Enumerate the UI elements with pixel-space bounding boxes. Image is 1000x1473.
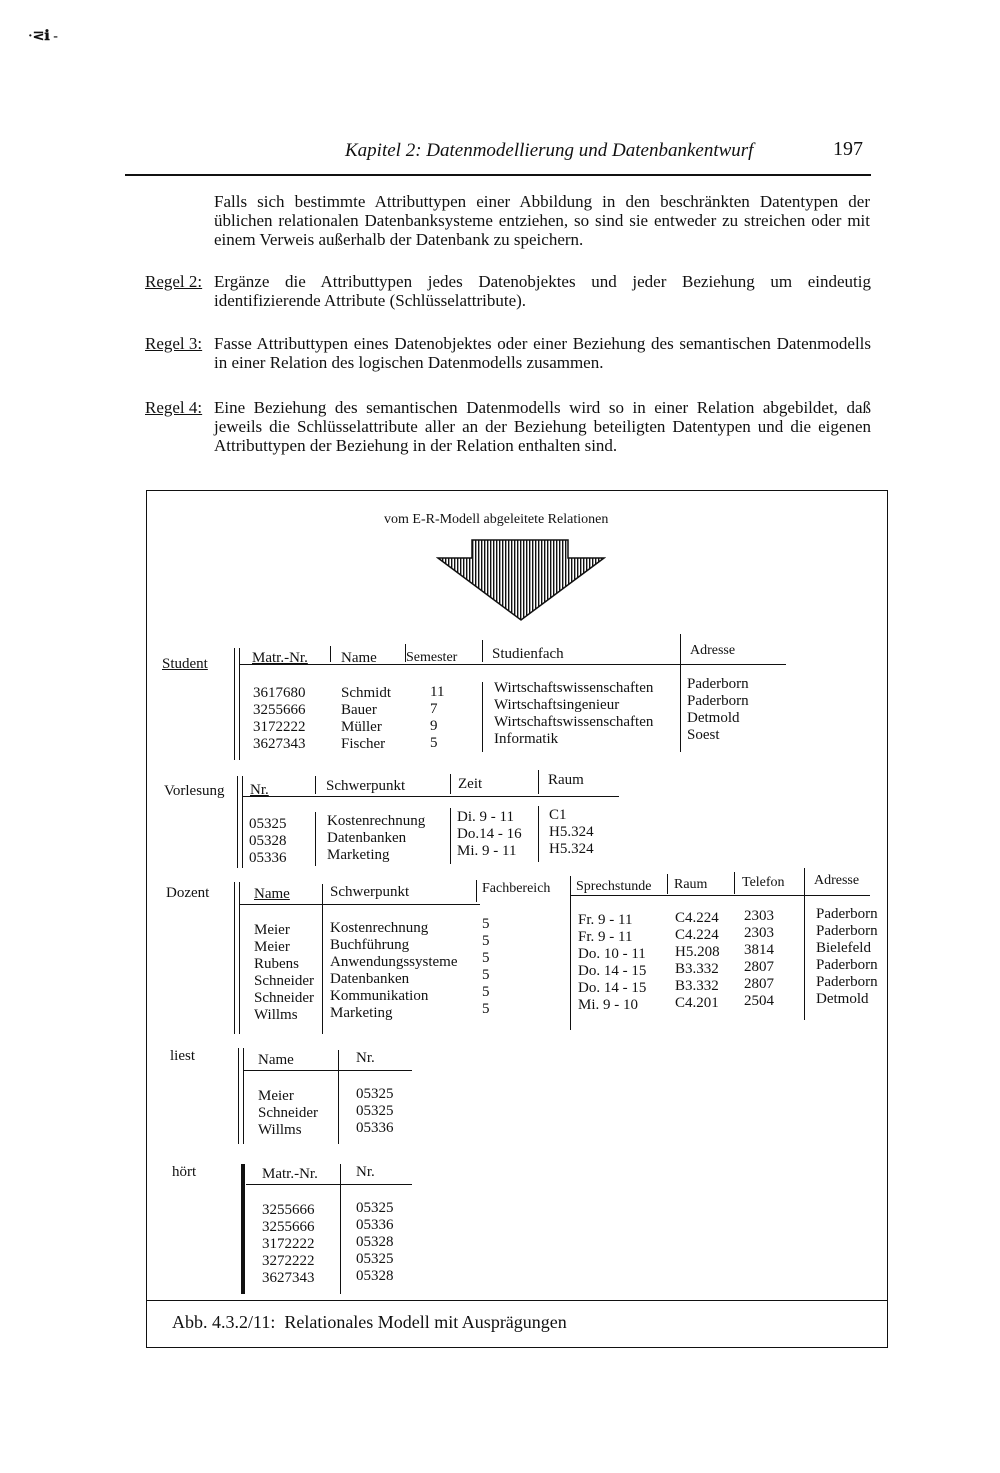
table-cell: H5.208 [675, 944, 720, 960]
table-cell: 05325 [249, 816, 287, 832]
vorlesung-key-separator [237, 776, 243, 868]
student-col-divider [482, 682, 483, 752]
table-cell: Anwendungssysteme [330, 954, 458, 970]
liest-nr-column [356, 1086, 394, 1137]
vorlesung-col-nr: Nr. [250, 782, 269, 798]
table-cell: Datenbanken [330, 971, 410, 987]
dozent-schwerpunkt-column [330, 920, 458, 1022]
table-cell: 05336 [249, 850, 287, 866]
table-cell: 05325 [356, 1200, 394, 1216]
table-cell: Kostenrechnung [327, 813, 426, 829]
table-cell: Paderborn [687, 676, 749, 692]
table-cell: Wirtschaftswissenschaften [494, 714, 654, 730]
dozent-relation-name: Dozent [166, 885, 210, 901]
table-cell: Bauer [341, 702, 377, 718]
rule-4-label: Regel 4: [145, 398, 203, 417]
dozent-col-divider [476, 880, 477, 902]
table-cell: 3272222 [262, 1253, 315, 1269]
dozent-adresse-column [816, 906, 878, 1008]
student-col-divider [680, 634, 681, 752]
table-cell: C1 [549, 807, 567, 823]
table-cell: H5.324 [549, 841, 594, 857]
table-cell: 3627343 [253, 736, 306, 752]
vorlesung-schwerpunkt-column [327, 813, 425, 864]
vorlesung-relation-name: Vorlesung [164, 783, 225, 799]
table-cell: Fr. 9 - 11 [578, 929, 633, 945]
dozent-col-adresse: Adresse [814, 873, 860, 888]
table-cell: 5 [482, 967, 490, 983]
vorlesung-col-schwerpunkt: Schwerpunkt [326, 778, 406, 794]
table-cell: Informatik [494, 731, 559, 747]
table-cell: Do. 14 - 15 [578, 980, 647, 996]
table-cell: Meier [258, 1088, 294, 1104]
table-cell: Willms [254, 1007, 298, 1023]
liest-col-name: Name [258, 1052, 294, 1068]
table-cell: 05328 [356, 1234, 394, 1250]
student-col-semester: Semester [406, 650, 458, 665]
table-cell: 05336 [356, 1217, 394, 1233]
corner-mark: ·⋜ℹ - [28, 29, 58, 44]
table-cell: 5 [482, 950, 490, 966]
table-cell: Do.14 - 16 [457, 826, 522, 842]
table-cell: 05328 [249, 833, 287, 849]
table-cell: Mi. 9 - 10 [578, 997, 638, 1013]
table-cell: 5 [430, 735, 438, 751]
table-cell: 05325 [356, 1251, 394, 1267]
student-col-studienfach: Studienfach [492, 646, 564, 662]
student-name-column [341, 685, 391, 753]
vorlesung-zeit-column [457, 809, 522, 860]
liest-col-divider [338, 1050, 339, 1144]
table-cell: Buchführung [330, 937, 410, 953]
vorlesung-col-divider [450, 808, 451, 864]
hoert-col-nr: Nr. [356, 1164, 375, 1180]
vorlesung-header-rule [243, 796, 619, 797]
table-cell: Schneider [254, 973, 314, 989]
table-cell: 2504 [744, 993, 774, 1009]
caption-rule [146, 1300, 888, 1301]
table-cell: Müller [341, 719, 382, 735]
table-cell: 05325 [356, 1103, 394, 1119]
rule-2 [145, 272, 871, 310]
table-cell: 11 [430, 684, 445, 700]
hoert-relation-name: hört [172, 1164, 197, 1180]
table-cell: Paderborn [816, 906, 878, 922]
intro-paragraph: Falls sich bestimmte Attributtypen einer Abbildung in den beschränkten Datentypen der üblichen relationalen Datenbanksysteme entziehen, so sind sie entweder zu streichen oder mit einem Verweis außerhalb der Datenbank zu speichern. [214, 192, 870, 249]
table-cell: Paderborn [816, 957, 878, 973]
table-cell: 2807 [744, 959, 774, 975]
hoert-col-matr: Matr.-Nr. [262, 1166, 318, 1182]
student-col-name: Name [341, 650, 377, 666]
rule-3-label: Regel 3: [145, 334, 203, 353]
table-cell: 05325 [356, 1086, 394, 1102]
table-cell: 3627343 [262, 1270, 315, 1286]
dozent-header-rule [240, 904, 480, 905]
table-cell: 5 [482, 1001, 490, 1017]
rule-3 [145, 334, 871, 372]
table-cell: Fischer [341, 736, 386, 752]
liest-col-nr: Nr. [356, 1050, 375, 1066]
table-cell: 05328 [356, 1268, 394, 1284]
student-header-rule [240, 664, 786, 665]
vorlesung-col-zeit: Zeit [458, 776, 483, 792]
table-cell: Detmold [687, 710, 740, 726]
vorlesung-raum-column [549, 807, 594, 858]
dozent-telefon-column [744, 908, 774, 1010]
figure-caption: Abb. 4.3.2/11: Relationales Modell mit Ausprägungen [172, 1312, 567, 1332]
table-cell: Wirtschaftsingenieur [494, 697, 620, 713]
dozent-header-rule-right [570, 895, 870, 896]
liest-relation-name: liest [170, 1048, 195, 1064]
table-cell: 3255666 [262, 1202, 315, 1218]
student-col-matr: Matr.-Nr. [252, 650, 308, 666]
student-relation-name: Student [162, 656, 208, 672]
table-cell: Bielefeld [816, 940, 871, 956]
table-cell: C4.224 [675, 927, 719, 943]
table-cell: 3172222 [253, 719, 306, 735]
table-cell: Marketing [330, 1005, 393, 1021]
table-cell: Soest [687, 727, 720, 743]
header-rule [125, 174, 871, 176]
table-cell: Detmold [816, 991, 869, 1007]
table-cell: Mi. 9 - 11 [457, 843, 517, 859]
table-cell: Wirtschaftswissenschaften [494, 680, 654, 696]
liest-key-separator [238, 1048, 244, 1144]
table-cell: Paderborn [816, 923, 878, 939]
table-cell: Marketing [327, 847, 390, 863]
dozent-name-column [254, 922, 314, 1024]
dozent-col-name: Name [254, 886, 290, 902]
vorlesung-col-divider [538, 770, 539, 794]
down-arrow-icon [436, 538, 606, 622]
page-number: 197 [833, 138, 863, 160]
running-title: Kapitel 2: Datenmodellierung und Datenbankentwurf [345, 140, 754, 161]
table-cell: Kommunikation [330, 988, 429, 1004]
hoert-col-divider [340, 1164, 341, 1294]
dozent-col-divider [322, 884, 323, 1034]
student-fach-column [494, 680, 653, 748]
table-cell: Do. 10 - 11 [578, 946, 646, 962]
student-col-divider [482, 640, 483, 662]
student-adresse-column [687, 676, 749, 744]
table-cell: 2303 [744, 925, 774, 941]
table-cell: 2807 [744, 976, 774, 992]
dozent-raum-column [675, 910, 720, 1012]
table-cell: C4.224 [675, 910, 719, 926]
table-cell: 2303 [744, 908, 774, 924]
hoert-key-separator [241, 1164, 245, 1294]
table-cell: Datenbanken [327, 830, 407, 846]
table-cell: Fr. 9 - 11 [578, 912, 633, 928]
dozent-col-raum: Raum [674, 877, 708, 892]
vorlesung-nr-column [249, 816, 287, 867]
table-cell: 3255666 [262, 1219, 315, 1235]
vorlesung-col-divider [315, 776, 316, 794]
table-cell: 3814 [744, 942, 774, 958]
table-cell: 5 [482, 933, 490, 949]
table-cell: Willms [258, 1122, 302, 1138]
student-col-divider [330, 646, 331, 662]
table-cell: 5 [482, 984, 490, 1000]
dozent-col-fachbereich: Fachbereich [482, 881, 551, 896]
dozent-col-divider [734, 872, 735, 894]
figure-title: vom E-R-Modell abgeleitete Relationen [384, 512, 609, 527]
table-cell: Do. 14 - 15 [578, 963, 647, 979]
student-matr-column [253, 685, 306, 753]
table-cell: 7 [430, 701, 438, 717]
table-cell: 3172222 [262, 1236, 315, 1252]
rule-4-text: Eine Beziehung des semantischen Datenmodells wird so in einer Relation abgebildet, daß jeweils die Schlüsselattribute aller an der Beziehung beteiligten Datentypen und die eigenen Attributtypen der Beziehung in der Relation enthalten sind. [214, 398, 871, 455]
vorlesung-col-divider [450, 774, 451, 794]
table-cell: C4.201 [675, 995, 719, 1011]
table-cell: 9 [430, 718, 438, 734]
vorlesung-col-raum: Raum [548, 772, 584, 788]
dozent-fachbereich-column [482, 916, 490, 1018]
hoert-header-rule [246, 1184, 412, 1185]
hoert-nr-column [356, 1200, 394, 1285]
table-cell: H5.324 [549, 824, 594, 840]
table-cell: 3255666 [253, 702, 306, 718]
table-cell: Kostenrechnung [330, 920, 429, 936]
hoert-matr-column [262, 1202, 315, 1287]
table-cell: 3617680 [253, 685, 306, 701]
table-cell: B3.332 [675, 961, 719, 977]
table-cell: Schneider [254, 990, 314, 1006]
dozent-col-divider [804, 868, 805, 1020]
table-cell: Paderborn [687, 693, 749, 709]
student-col-adresse: Adresse [690, 643, 736, 658]
dozent-col-schwerpunkt: Schwerpunkt [330, 884, 410, 900]
rule-4 [145, 398, 871, 455]
liest-name-column [258, 1088, 318, 1139]
vorlesung-col-divider [538, 806, 539, 862]
rule-3-text: Fasse Attributtypen eines Datenobjektes oder einer Beziehung des semantischen Datenmodells in einer Relation des logischen Datenmodells zusammen. [214, 334, 871, 372]
student-semester-column [430, 684, 444, 752]
table-cell: Meier [254, 922, 290, 938]
dozent-col-telefon: Telefon [742, 875, 785, 890]
dozent-col-divider [570, 876, 571, 1030]
table-cell: Meier [254, 939, 290, 955]
dozent-col-sprechstunde: Sprechstunde [576, 879, 652, 894]
table-cell: B3.332 [675, 978, 719, 994]
rule-2-text: Ergänze die Attributtypen jedes Datenobjektes und jeder Beziehung um eindeutig identifizierende Attribute (Schlüsselattribute). [214, 272, 871, 310]
rule-2-label: Regel 2: [145, 272, 203, 291]
table-cell: 5 [482, 916, 490, 932]
table-cell: Rubens [254, 956, 299, 972]
dozent-sprechstunde-column [578, 912, 646, 1014]
table-cell: Di. 9 - 11 [457, 809, 514, 825]
liest-header-rule [244, 1070, 412, 1071]
vorlesung-col-divider [315, 812, 316, 866]
table-cell: Paderborn [816, 974, 878, 990]
dozent-col-divider [667, 874, 668, 894]
table-cell: 05336 [356, 1120, 394, 1136]
table-cell: Schneider [258, 1105, 318, 1121]
table-cell: Schmidt [341, 685, 392, 701]
